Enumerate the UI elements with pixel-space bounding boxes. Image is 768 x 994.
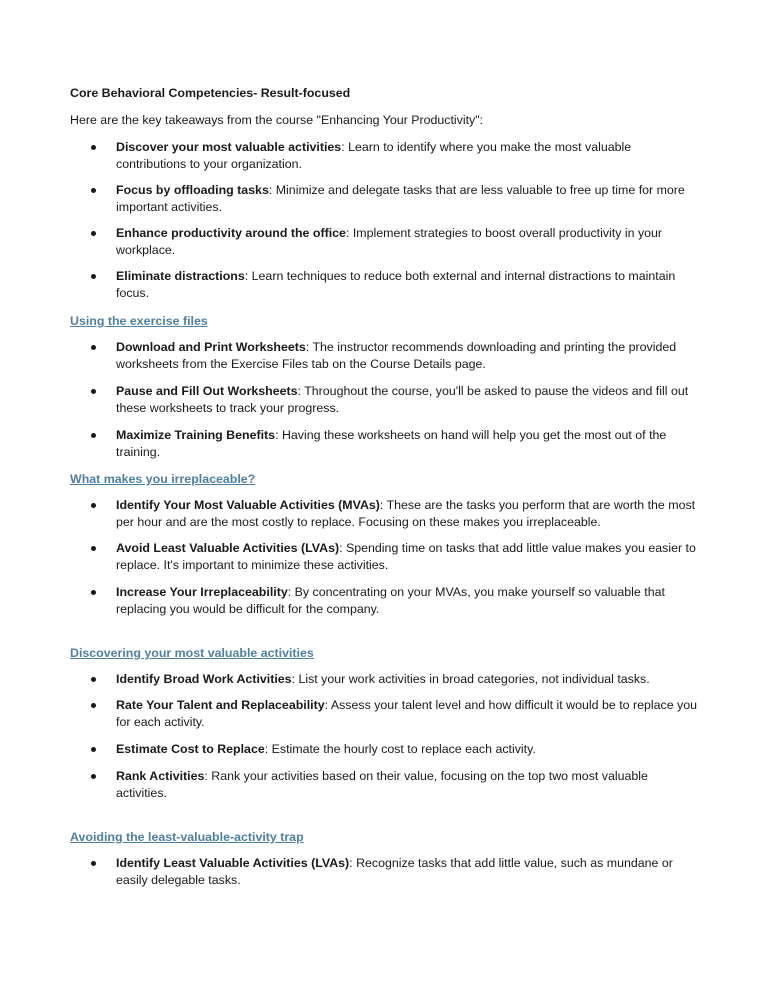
bullet-icon (91, 345, 96, 350)
item-term: Identify Broad Work Activities (116, 672, 292, 686)
item-description: : Spending time on tasks that add little value makes you easier to replace. It's important to minimize these activities. (116, 541, 696, 572)
item-term: Estimate Cost to Replace (116, 742, 265, 756)
item-description: : Rank your activities based on their value, focusing on the top two most valuable activities. (116, 769, 648, 800)
bullet-icon (91, 274, 96, 279)
bullet-icon (91, 861, 96, 866)
intro-paragraph: Here are the key takeaways from the course "Enhancing Your Productivity": (70, 113, 484, 127)
item-description: : Throughout the course, you'll be asked to pause the videos and fill out these worksheets to track your progress. (116, 384, 689, 415)
section-heading-irreplaceable[interactable]: What makes you irreplaceable? (70, 472, 256, 486)
item-term: Eliminate distractions (116, 269, 245, 283)
bullet-icon (91, 145, 96, 150)
item-term: Rate Your Talent and Replaceability (116, 698, 325, 712)
bullet-icon (91, 546, 96, 551)
item-term: Identify Your Most Valuable Activities (MVAs) (116, 498, 380, 512)
item-term: Rank Activities (116, 769, 205, 783)
item-term: Download and Print Worksheets (116, 340, 306, 354)
item-term: Maximize Training Benefits (116, 428, 276, 442)
item-description: : Estimate the hourly cost to replace each activity. (264, 742, 536, 756)
item-description: : Learn to identify where you make the most valuable contributions to your organization. (116, 140, 632, 171)
item-description: : Assess your talent level and how difficult it would be to replace you for each activity. (116, 698, 698, 729)
section-heading-discovering-mvas[interactable]: Discovering your most valuable activities (70, 646, 314, 660)
bullet-icon (91, 774, 96, 779)
bullet-icon (91, 747, 96, 752)
bullet-icon (91, 703, 96, 708)
item-description: : By concentrating on your MVAs, you make yourself so valuable that replacing you would be difficult for the company. (116, 585, 665, 616)
bullet-icon (91, 389, 96, 394)
item-term: Enhance productivity around the office (116, 226, 346, 240)
item-description: : The instructor recommends downloading and printing the provided worksheets from the Exercise Files tab on the Course Details page. (116, 340, 677, 371)
item-description: : Minimize and delegate tasks that are less valuable to free up time for more important activities. (116, 183, 685, 214)
bullet-icon (91, 590, 96, 595)
item-description: : Having these worksheets on hand will help you get the most out of the training. (116, 428, 667, 459)
item-description: : List your work activities in broad categories, not individual tasks. (291, 672, 650, 686)
item-description: : Recognize tasks that add little value, such as mundane or easily delegable tasks. (116, 856, 673, 887)
bullet-icon (91, 433, 96, 438)
item-term: Pause and Fill Out Worksheets (116, 384, 298, 398)
item-term: Increase Your Irreplaceability (116, 585, 288, 599)
item-term: Discover your most valuable activities (116, 140, 342, 154)
bullet-icon (91, 503, 96, 508)
item-description: : Implement strategies to boost overall productivity in your workplace. (116, 226, 663, 257)
bullet-icon (91, 231, 96, 236)
bullet-icon (91, 188, 96, 193)
item-term: Avoid Least Valuable Activities (LVAs) (116, 541, 340, 555)
item-term: Identify Least Valuable Activities (LVAs) (116, 856, 350, 870)
item-description: : These are the tasks you perform that are worth the most per hour and are the most costly to replace. Focusing on these makes you irreplaceable. (116, 498, 696, 529)
document-title: Core Behavioral Competencies- Result-focused (70, 86, 351, 100)
bullet-icon (91, 677, 96, 682)
item-term: Focus by offloading tasks (116, 183, 269, 197)
item-description: : Learn techniques to reduce both external and internal distractions to maintain focus. (116, 269, 676, 300)
section-heading-exercise-files[interactable]: Using the exercise files (70, 314, 208, 328)
section-heading-lva-trap[interactable]: Avoiding the least-valuable-activity trap (70, 830, 304, 844)
